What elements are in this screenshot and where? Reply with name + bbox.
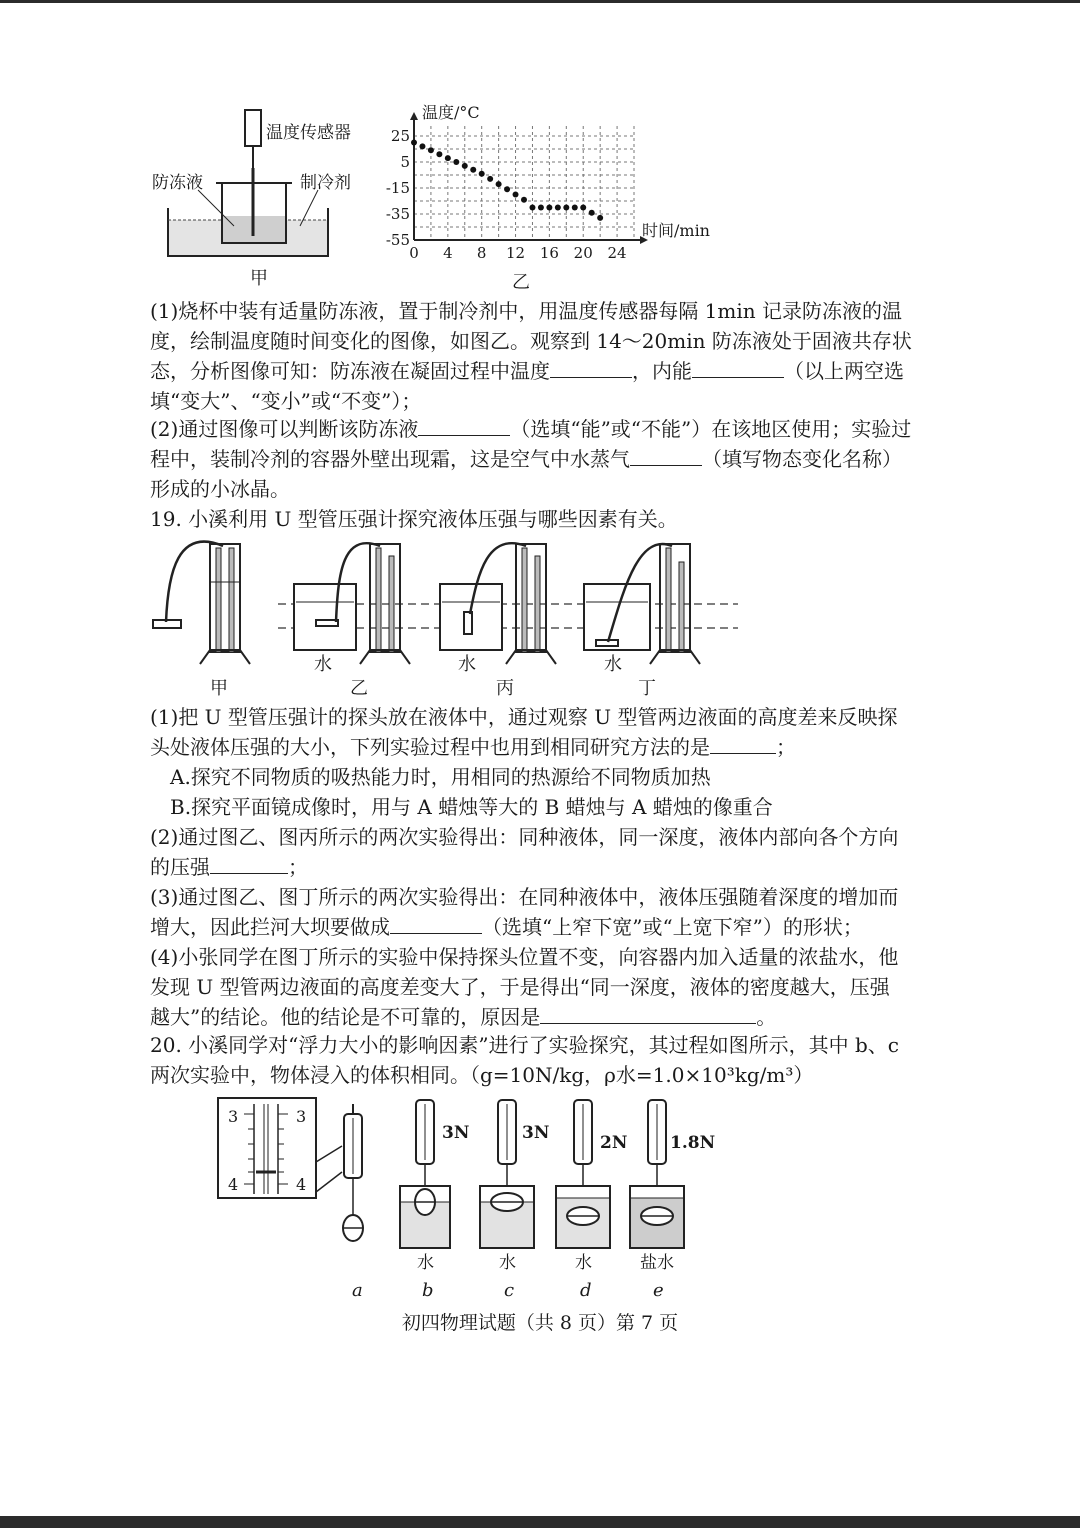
q19-p3-text-b: （选填“上窄下宽”或“上宽下窄”）的形状；	[482, 915, 863, 939]
chart-data-point	[572, 205, 578, 211]
chart-data-point	[580, 205, 586, 211]
liquid-label-b: 水	[417, 1253, 434, 1273]
chart-x-tick-label: 4	[443, 244, 453, 262]
chart-caption: 乙	[512, 272, 530, 293]
q18-p1-line4: 填“变大”、“变小”或“不变”）；	[150, 389, 422, 413]
q19-caption-bing: 丙	[496, 678, 514, 699]
q19-p2-line1: (2)通过图乙、图丙所示的两次实验得出：同种液体，同一深度，液体内部向各个方向	[150, 825, 899, 849]
q19-option-b: B.探究平面镜成像时，用与 A 蜡烛等大的 B 蜡烛与 A 蜡烛的像重合	[170, 795, 773, 819]
chart-data-point	[538, 205, 544, 211]
q19-p1-line2	[150, 732, 950, 762]
liquid-label-e: 盐水	[640, 1253, 674, 1273]
q18-p2-line1	[150, 414, 950, 444]
scale-tick-4-right: 4	[296, 1175, 307, 1194]
chart-data-point	[411, 140, 417, 146]
chart-y-tick-label: 5	[400, 153, 410, 171]
spring-scale-e	[630, 1100, 684, 1248]
q19-caption-ding: 丁	[638, 678, 656, 699]
chart-data-point	[445, 155, 451, 161]
chart-data-point	[504, 186, 510, 192]
chart-data-point	[487, 176, 493, 182]
page-footer: 初四物理试题（共 8 页）第 7 页	[401, 1312, 679, 1334]
chart-data-point	[513, 192, 519, 198]
chart-data-point	[597, 215, 603, 221]
q19-p2-text-b: ；	[288, 855, 308, 879]
liquid-label-c: 水	[499, 1253, 516, 1273]
chart-xlabel: 时间/min	[642, 221, 710, 240]
liquid-label-d: 水	[575, 1253, 592, 1273]
answer-blank-reason[interactable]	[540, 1003, 756, 1024]
chart-data-point	[419, 143, 425, 149]
reading-d: 2N	[600, 1133, 628, 1153]
q19-caption-jia: 甲	[210, 678, 228, 699]
scale-tick-3-left: 3	[228, 1107, 239, 1126]
magnified-scale	[218, 1098, 342, 1198]
q20-line1: 20. 小溪同学对“浮力大小的影响因素”进行了实验探究，其过程如图所示，其中 b、c	[150, 1033, 899, 1057]
q18-p2-line3: 形成的小冰晶。	[150, 477, 290, 501]
q20-caption-b: b	[422, 1280, 434, 1301]
q19-p4-text-b: 。	[756, 1005, 777, 1029]
q20-caption-e: e	[653, 1280, 664, 1301]
chart-ylabel: 温度/°C	[422, 103, 480, 122]
q20-intro	[150, 1030, 950, 1090]
top-edge-bar	[0, 0, 1080, 3]
chart-x-tick-label: 0	[409, 244, 419, 262]
chart-data-point	[496, 181, 502, 187]
answer-blank-phase-change[interactable]	[630, 445, 702, 466]
chart-x-tick-label: 16	[539, 244, 559, 262]
chart-y-tick-label: 25	[390, 127, 410, 145]
q19-p2-line2	[150, 852, 950, 882]
q19-p3-line1: (3)通过图乙、图丁所示的两次实验得出：在同种液体中，液体压强随着深度的增加而	[150, 885, 899, 909]
chart-y-tick-label: -35	[385, 205, 410, 223]
chart-data-point	[479, 171, 485, 177]
manometer-yi	[294, 543, 410, 664]
q19-p1-text-b: ；	[776, 735, 796, 759]
q18-p2-text-c: 程中，装制冷剂的容器外壁出现霜，这是空气中水蒸气	[150, 447, 630, 471]
q18-p2-text-a: (2)通过图像可以判断该防冻液	[150, 417, 419, 441]
answer-blank-temperature[interactable]	[550, 357, 632, 378]
q19-option-a: A.探究不同物质的吸热能力时，用相同的热源给不同物质加热	[170, 765, 711, 789]
chart-data-point	[555, 205, 561, 211]
bottom-edge-bar	[0, 1516, 1080, 1528]
q18-p2-line2	[150, 444, 950, 474]
chart-data-point	[546, 205, 552, 211]
q18-p1-text-c: （以上两空选	[784, 359, 904, 383]
chart-data-point	[521, 197, 527, 203]
spring-scale-a	[343, 1104, 363, 1241]
q19-title: 19. 小溪利用 U 型管压强计探究液体压强与哪些因素有关。	[150, 507, 678, 531]
answer-blank-method[interactable]	[710, 733, 776, 754]
q18-part2	[150, 414, 950, 504]
reading-e: 1.8N	[670, 1133, 716, 1153]
antifreeze-label: 防冻液	[152, 173, 203, 193]
scale-tick-4-left: 4	[228, 1175, 239, 1194]
q18-p1-line3	[150, 356, 950, 386]
water-label-bing: 水	[458, 654, 476, 675]
chart-data-point	[436, 151, 442, 157]
q19-p4-text-a: 越大”的结论。他的结论是不可靠的，原因是	[150, 1005, 541, 1029]
q19-p4-line2: 发现 U 型管两边液面的高度差变大了，于是得出“同一深度，液体的密度越大，压强	[150, 975, 890, 999]
q19-p1-text-a: 头处液体压强的大小，下列实验过程中也用到相同研究方法的是	[150, 735, 710, 759]
q19-p1-line1: (1)把 U 型管压强计的探头放在液体中，通过观察 U 型管两边液面的高度差来反映探	[150, 705, 898, 729]
q20-caption-c: c	[504, 1280, 515, 1301]
manometer-ding	[584, 544, 700, 664]
q19-p4-line1: (4)小张同学在图丁所示的实验中保持探头位置不变，向容器内加入适量的浓盐水，他	[150, 945, 899, 969]
q18-p2-text-d: （填写物态变化名称）	[702, 447, 902, 471]
q18-p1-text-a: 态，分析图像可知：防冻液在凝固过程中温度	[150, 359, 550, 383]
figure-q20-buoyancy	[212, 1092, 732, 1304]
chart-y-tick-label: -15	[385, 179, 410, 197]
chart-x-tick-label: 20	[573, 244, 593, 262]
chart-data-point	[462, 163, 468, 169]
figure-q19-manometers	[148, 532, 748, 702]
spring-scale-d	[556, 1100, 610, 1248]
chart-data-point	[428, 147, 434, 153]
water-label-yi: 水	[314, 654, 332, 675]
chart-data-point	[529, 205, 535, 211]
q20-caption-d: d	[580, 1280, 592, 1301]
manometer-bing	[440, 543, 556, 664]
q19-p2-text-a: 的压强	[150, 855, 210, 879]
chart-data-point	[563, 205, 569, 211]
reading-c: 3N	[522, 1123, 550, 1143]
temperature-chart	[380, 96, 760, 296]
sensor-label: 温度传感器	[266, 123, 351, 143]
chart-x-tick-label: 8	[476, 244, 487, 262]
q19-p3-text-a: 增大，因此拦河大坝要做成	[150, 915, 390, 939]
chart-y-axis-arrow	[410, 112, 418, 120]
answer-blank-can-use[interactable]	[418, 415, 510, 436]
chart-data-point	[453, 159, 459, 165]
q19-caption-yi: 乙	[350, 678, 368, 699]
answer-blank-pressure[interactable]	[210, 853, 288, 874]
chart-x-tick-label: 24	[607, 244, 627, 262]
chart-y-tick-label: -55	[385, 231, 410, 249]
reading-b: 3N	[442, 1123, 470, 1143]
figure-jia-beaker	[150, 108, 370, 288]
q18-p1-line1: (1)烧杯中装有适量防冻液，置于制冷剂中，用温度传感器每隔 1min 记录防冻液的温	[150, 299, 903, 323]
q18-p1-line2: 度，绘制温度随时间变化的图像，如图乙。观察到 14～20min 防冻液处于固液共存状	[150, 329, 912, 353]
answer-blank-dam-shape[interactable]	[390, 913, 482, 934]
answer-blank-internal-energy[interactable]	[692, 357, 784, 378]
figure-jia-caption: 甲	[250, 268, 268, 288]
chart-data-point	[470, 167, 476, 173]
scale-tick-3-right: 3	[296, 1107, 307, 1126]
q20-caption-a: a	[352, 1280, 363, 1301]
q19-part1	[150, 702, 950, 1032]
q18-p1-text-b: ，内能	[632, 359, 692, 383]
q19-p4-line3	[150, 1002, 950, 1032]
manometer-jia	[153, 542, 250, 664]
q18-p2-text-b: （选填“能”或“不能”）在该地区使用；实验过	[510, 417, 912, 441]
q18-part1	[150, 296, 950, 416]
water-label-ding: 水	[604, 654, 622, 675]
q20-line2: 两次实验中，物体浸入的体积相同。（g=10N/kg，ρ水=1.0×10³kg/m³）	[150, 1063, 814, 1087]
chart-x-tick-label: 12	[505, 244, 526, 262]
refrigerant-label: 制冷剂	[300, 173, 351, 193]
chart-data-point	[589, 210, 595, 216]
q19-p3-line2	[150, 912, 950, 942]
